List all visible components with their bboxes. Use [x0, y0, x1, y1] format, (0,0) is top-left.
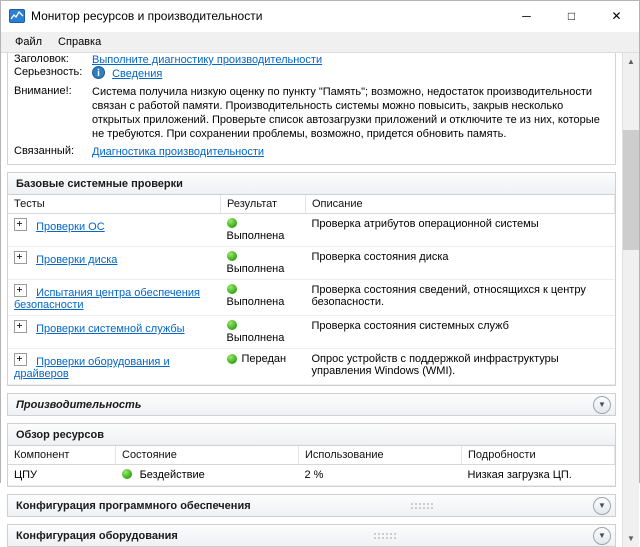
- col-description[interactable]: Описание: [306, 195, 615, 214]
- warning-row: [8, 83, 615, 143]
- col-state[interactable]: Состояние: [116, 446, 299, 465]
- test-name[interactable]: Проверки системной службы: [36, 323, 185, 335]
- warning-text: Система получила низкую оценку по пункту "Память"; возможно, недостаток производительности связан с работой памяти. Производительность системы можно повысить, закрыв несколько открытых приложений. Проверьте список автозагрузки приложений и отключите те из них, которые не требуются. При сохранении проблемы, возможно, придется обновить память.: [92, 86, 600, 140]
- basic-checks-header: [8, 173, 615, 195]
- drag-handle-icon[interactable]: [410, 502, 434, 510]
- table-row[interactable]: [8, 214, 615, 247]
- status-led-icon: [227, 284, 237, 294]
- description-cell: Проверка атрибутов операционной системы: [306, 214, 615, 247]
- info-icon: [92, 66, 105, 79]
- severity-details-link[interactable]: Сведения: [112, 68, 163, 80]
- related-value: [92, 145, 609, 159]
- expand-icon[interactable]: [14, 218, 27, 231]
- warning-label: Внимание!:: [14, 85, 72, 97]
- result-text: Выполнена: [226, 263, 285, 275]
- details-cell: Низкая загрузка ЦП.: [462, 465, 615, 486]
- col-component[interactable]: Компонент: [8, 446, 116, 465]
- table-row[interactable]: [8, 465, 615, 486]
- resources-table: [8, 446, 615, 486]
- table-row[interactable]: [8, 280, 615, 316]
- test-cell: [8, 247, 221, 280]
- drag-handle-icon[interactable]: [373, 532, 397, 540]
- description-cell: Опрос устройств с поддержкой инфраструктуры управления Windows (WMI).: [306, 349, 615, 385]
- result-cell: [221, 349, 306, 385]
- basic-checks-body: [8, 195, 615, 385]
- result-text: Выполнена: [226, 296, 285, 308]
- software-config-title: Конфигурация программного обеспечения: [16, 499, 251, 512]
- scrollbar-track[interactable]: [623, 70, 639, 530]
- status-led-icon: [227, 320, 237, 330]
- expand-icon[interactable]: [14, 251, 27, 264]
- status-led-icon: [122, 469, 132, 479]
- chevron-down-icon[interactable]: ▼: [593, 527, 611, 545]
- performance-monitor-icon: [9, 8, 25, 24]
- test-cell: [8, 349, 221, 385]
- related-label: Связанный:: [14, 145, 75, 157]
- status-led-icon: [227, 251, 237, 261]
- maximize-button[interactable]: □: [567, 9, 576, 23]
- state-text: Бездействие: [139, 469, 205, 481]
- test-name[interactable]: Проверки ОС: [36, 221, 105, 233]
- basic-checks-title: Базовые системные проверки: [16, 177, 183, 190]
- chevron-down-icon[interactable]: ▼: [593, 396, 611, 414]
- menu-item-file[interactable]: Файл: [15, 36, 43, 48]
- description-cell: Проверка состояния системных служб: [306, 316, 615, 349]
- test-cell: [8, 316, 221, 349]
- component-cell: ЦПУ: [8, 465, 116, 486]
- related-diagnostics-link[interactable]: Диагностика производительности: [92, 146, 265, 158]
- expand-icon[interactable]: [14, 353, 27, 366]
- performance-section-bar[interactable]: [7, 393, 616, 416]
- clipped-top-row: [8, 53, 615, 64]
- clipped-top-label: Заголовок:: [14, 53, 69, 65]
- description-cell: Проверка состояния диска: [306, 247, 615, 280]
- hardware-config-drag-area[interactable]: [178, 532, 593, 540]
- result-cell: [221, 280, 306, 316]
- menu-bar: [1, 32, 639, 53]
- usage-cell: 2 %: [299, 465, 462, 486]
- test-cell: [8, 214, 221, 247]
- resources-header: [8, 424, 615, 446]
- table-header-row: [8, 195, 615, 214]
- table-row[interactable]: [8, 247, 615, 280]
- report-content: [1, 53, 639, 547]
- severity-row: [8, 64, 615, 83]
- software-config-drag-area[interactable]: [251, 502, 593, 510]
- basic-checks-table: [8, 195, 615, 385]
- expand-icon[interactable]: [14, 284, 27, 297]
- minimize-button[interactable]: ─: [522, 9, 531, 23]
- related-row: [8, 143, 615, 164]
- scroll-up-button[interactable]: ▲: [623, 53, 639, 70]
- result-text: Выполнена: [226, 230, 285, 242]
- expand-icon[interactable]: [14, 320, 27, 333]
- close-button[interactable]: ✕: [611, 9, 622, 23]
- test-cell: [8, 280, 221, 316]
- hardware-config-section-bar[interactable]: [7, 524, 616, 547]
- hardware-config-title: Конфигурация оборудования: [16, 529, 178, 542]
- performance-title: Производительность: [16, 398, 142, 411]
- test-name[interactable]: Проверки диска: [36, 254, 118, 266]
- result-cell: [221, 214, 306, 247]
- test-name[interactable]: Проверки оборудования и драйверов: [14, 356, 170, 380]
- software-config-section-bar[interactable]: [7, 494, 616, 517]
- table-row[interactable]: [8, 349, 615, 385]
- state-cell: [116, 465, 299, 486]
- result-cell: [221, 247, 306, 280]
- window-controls: [504, 1, 639, 31]
- scrollbar-thumb[interactable]: [623, 130, 639, 250]
- table-header-row: [8, 446, 615, 465]
- scroll-area: [1, 53, 622, 547]
- result-text: Передан: [241, 353, 287, 365]
- col-details[interactable]: Подробности: [462, 446, 615, 465]
- basic-checks-section: [7, 172, 616, 386]
- table-row[interactable]: [8, 316, 615, 349]
- status-led-icon: [227, 354, 237, 364]
- resources-title: Обзор ресурсов: [16, 428, 104, 441]
- test-name[interactable]: Испытания центра обеспечения безопасности: [14, 287, 200, 311]
- resources-body: [8, 446, 615, 486]
- resources-section: [7, 423, 616, 487]
- report-warning-block: [7, 53, 616, 165]
- clipped-top-link[interactable]: Выполните диагностику производительности: [92, 54, 323, 66]
- result-cell: [221, 316, 306, 349]
- severity-label: Серьезность:: [14, 66, 83, 78]
- col-usage[interactable]: Использование: [299, 446, 462, 465]
- chevron-down-icon[interactable]: ▼: [593, 497, 611, 515]
- description-cell: Проверка состояния сведений, относящихся к центру безопасности.: [306, 280, 615, 316]
- col-result[interactable]: Результат: [221, 195, 306, 214]
- window-title: Монитор ресурсов и производительности: [31, 9, 263, 23]
- severity-value: [92, 66, 609, 81]
- col-tests[interactable]: Тесты: [8, 195, 221, 214]
- scroll-down-button[interactable]: ▼: [623, 530, 639, 547]
- menu-item-help[interactable]: Справка: [58, 36, 102, 48]
- title-bar: [1, 1, 639, 32]
- status-led-icon: [227, 218, 237, 228]
- result-text: Выполнена: [226, 332, 285, 344]
- vertical-scrollbar[interactable]: [622, 53, 639, 547]
